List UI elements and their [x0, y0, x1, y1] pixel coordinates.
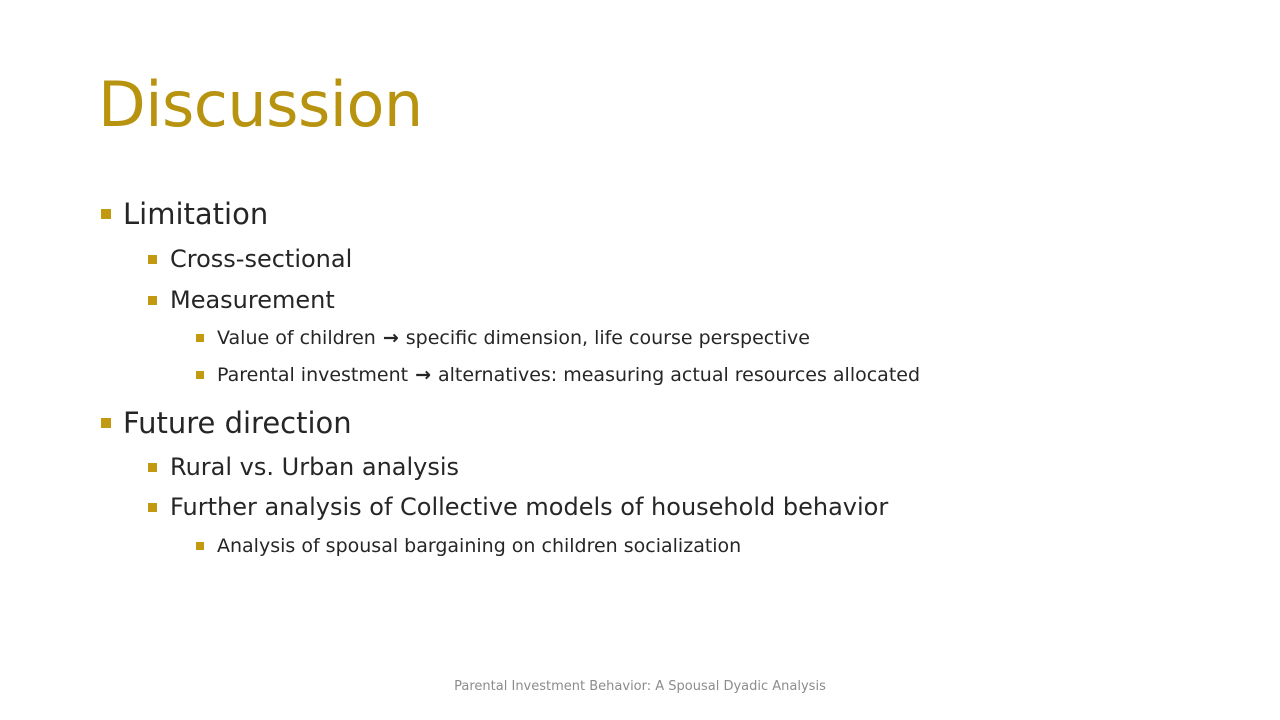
list-item-label: Further analysis of Collective models of household behavior [170, 493, 889, 521]
list-item-label: Measurement [170, 286, 335, 314]
list-item-cross-sectional [148, 244, 352, 274]
subitem-value-of-children [196, 326, 810, 350]
square-bullet-icon [196, 334, 204, 342]
square-bullet-icon [101, 418, 111, 428]
slide-title: Discussion [98, 68, 423, 141]
section-limitation [101, 196, 268, 232]
square-bullet-icon [148, 296, 157, 305]
slide-footer: Parental Investment Behavior: A Spousal Dyadic Analysis [454, 679, 826, 694]
square-bullet-icon [148, 503, 157, 512]
section-label: Future direction [123, 406, 352, 440]
section-label: Limitation [123, 197, 269, 231]
arrow-right-icon: → [382, 327, 399, 349]
subitem-rest: alternatives: measuring actual resources allocated [438, 364, 921, 386]
square-bullet-icon [196, 371, 204, 379]
list-item-rural-urban [148, 452, 459, 482]
list-item-label: Rural vs. Urban analysis [170, 453, 460, 481]
section-future-direction [101, 405, 352, 441]
subitem-lead: Value of children [217, 327, 376, 349]
list-item-measurement [148, 285, 335, 315]
square-bullet-icon [101, 209, 111, 219]
subitem-lead: Parental investment [217, 364, 409, 386]
subitem-text: Analysis of spousal bargaining on children socialization [217, 535, 742, 557]
subitem-spousal-bargaining [196, 534, 741, 558]
list-item-further-analysis [148, 492, 888, 522]
square-bullet-icon [196, 542, 204, 550]
arrow-right-icon: → [415, 364, 431, 386]
square-bullet-icon [148, 255, 157, 264]
list-item-label: Cross-sectional [170, 245, 353, 273]
square-bullet-icon [148, 463, 157, 472]
subitem-parental-investment [196, 363, 920, 387]
subitem-rest: specific dimension, life course perspective [405, 327, 810, 349]
